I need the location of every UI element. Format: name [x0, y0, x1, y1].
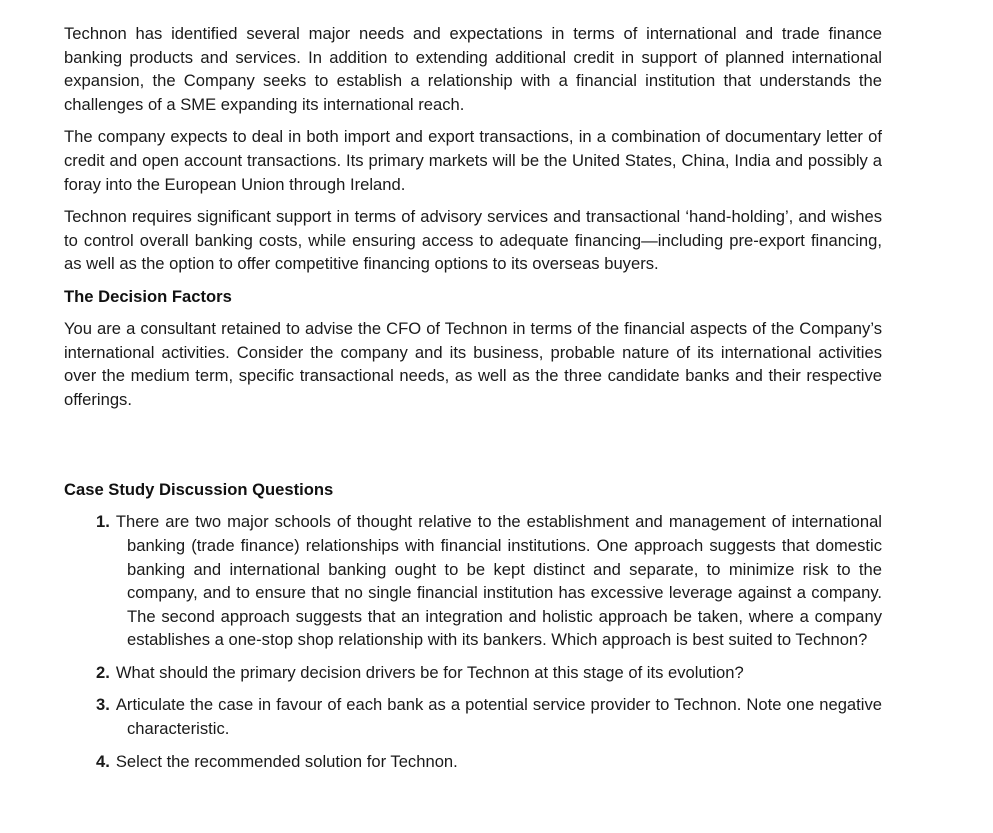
question-item-2 [96, 661, 882, 685]
decision-factors-paragraph: You are a consultant retained to advise the CFO of Technon in terms of the financial aspects of the Company’s international activities. Consider the company and its business, probable nature of its international activities over the medium term, specific transactional needs, as well as the three candidate banks and their respective offerings. [64, 318, 882, 409]
intro-paragraph-needs: Technon has identified several major needs and expectations in terms of international and trade finance banking products and services. In addition to extending additional credit in support of planned international expansion, the Company seeks to establish a relationship with a financial institution that understands the challenges of a SME expanding its international reach. [64, 24, 882, 114]
question-number: 3. [96, 695, 110, 715]
question-item-4 [96, 750, 882, 774]
discussion-questions-list [64, 510, 882, 773]
question-item-1 [96, 510, 882, 652]
decision-factors-heading: The Decision Factors [64, 286, 232, 306]
question-text: What should the primary decision drivers be for Technon at this stage of its evolution? [115, 662, 744, 682]
question-number: 1. [96, 512, 110, 532]
document-page [64, 22, 882, 782]
discussion-questions-heading: Case Study Discussion Questions [64, 480, 334, 500]
question-text: Select the recommended solution for Technon. [115, 751, 458, 771]
question-number: 4. [96, 751, 110, 771]
intro-paragraph-markets: The company expects to deal in both import and export transactions, in a combination of documentary letter of credit and open account transactions. Its primary markets will be the United States, China, India and possibly a foray into the European Union through Ireland. [64, 127, 882, 194]
question-number: 2. [96, 662, 110, 682]
section-spacer [64, 420, 882, 478]
question-text: There are two major schools of thought relative to the establishment and management of international banking (trade finance) relationships with financial institutions. One approach suggests that domestic banking and international banking ought to be kept distinct and separate, to minimize risk to the company, and to ensure that no single financial institution has excessive leverage against a company. The second approach suggests that an integration and holistic approach be taken, where a company establishes a one-stop shop relationship with its bankers. Which approach is best suited to Technon? [115, 512, 882, 650]
question-item-3 [96, 693, 882, 740]
intro-paragraph-support: Technon requires significant support in terms of advisory services and transactional ‘hand-holding’, and wishes to control overall banking costs, while ensuring access to adequate financing—including pre-export financing, as well as the option to offer competitive financing options to its overseas buyers. [64, 207, 882, 274]
question-text: Articulate the case in favour of each bank as a potential service provider to Technon. Note one negative characteristic. [115, 695, 882, 739]
